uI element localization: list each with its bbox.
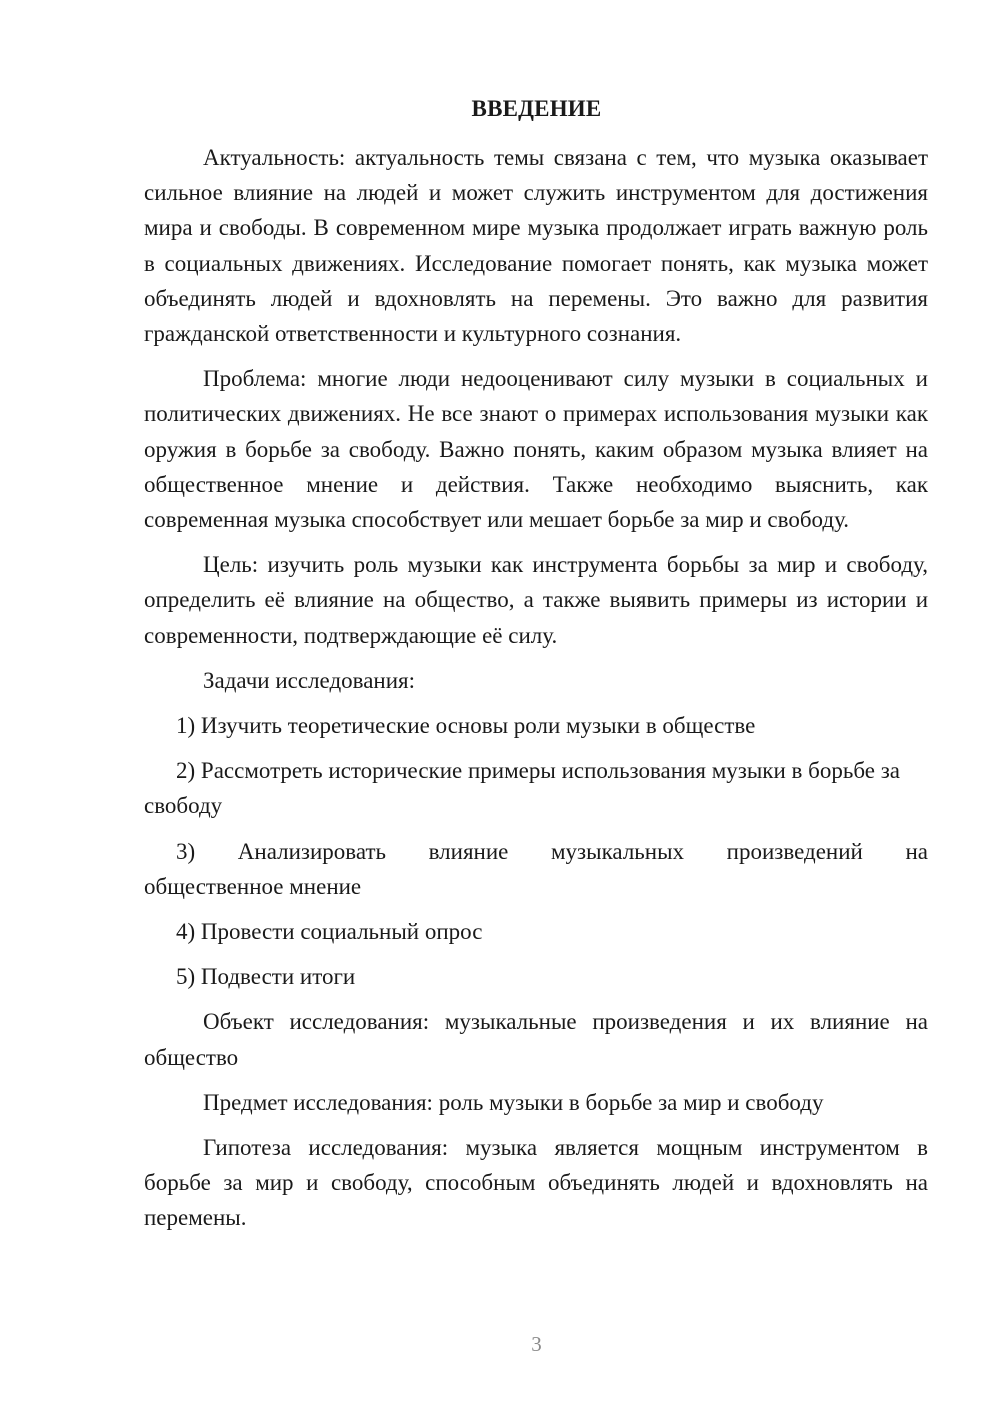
task-item-4: 4) Провести социальный опрос: [176, 919, 483, 945]
subject-paragraph: Предмет исследования: роль музыки в борьбе за мир и свободу: [203, 1089, 824, 1115]
object-paragraph: Объект исследования: музыкальные произведения и их влияние на общество: [144, 1009, 928, 1070]
task-item-3: [144, 834, 928, 904]
problem-paragraph: Проблема: многие люди недооценивают силу музыки в социальных и политических движениях. Не все знают о примерах использования музыки как оружия в борьбе за свободу. Важно понять, каким образом музыка влияет на общественное мнение и действия. Также необходимо выяснить, как современная музыка способствует или мешает борьбе за мир и свободу.: [144, 366, 928, 533]
goal-paragraph: Цель: изучить роль музыки как инструмента борьбы за мир и свободу, определить её влияние на общество, а также выявить примеры из истории и современности, подтверждающие её силу.: [144, 552, 928, 648]
hypothesis-paragraph: Гипотеза исследования: музыка является мощным инструментом в борьбе за мир и свободу, способным объединять людей и вдохновлять на перемены.: [144, 1135, 928, 1231]
page-body: [144, 140, 928, 1246]
page-number: 3: [531, 1332, 542, 1356]
tasks-list: [144, 708, 928, 994]
task-item-3-line-1: 3) Анализировать влияние музыкальных произведений на: [176, 838, 928, 864]
task-item-2: 2) Рассмотреть исторические примеры использования музыки в борьбе за свободу: [144, 758, 900, 819]
page-title: ВВЕДЕНИЕ: [471, 96, 602, 121]
tasks-heading: Задачи исследования:: [203, 667, 416, 693]
task-item-3-line-2: общественное мнение: [144, 873, 362, 899]
task-item-1: 1) Изучить теоретические основы роли музыки в обществе: [176, 713, 756, 739]
task-item-5: 5) Подвести итоги: [176, 964, 356, 990]
relevance-paragraph: Актуальность: актуальность темы связана с тем, что музыка оказывает сильное влияние на людей и может служить инструментом для достижения мира и свободы. В современном мире музыка продолжает играть важную роль в социальных движениях. Исследование помогает понять, как музыка может объединять людей и вдохновлять на перемены. Это важно для развития гражданской ответственности и культурного сознания.: [144, 145, 928, 347]
